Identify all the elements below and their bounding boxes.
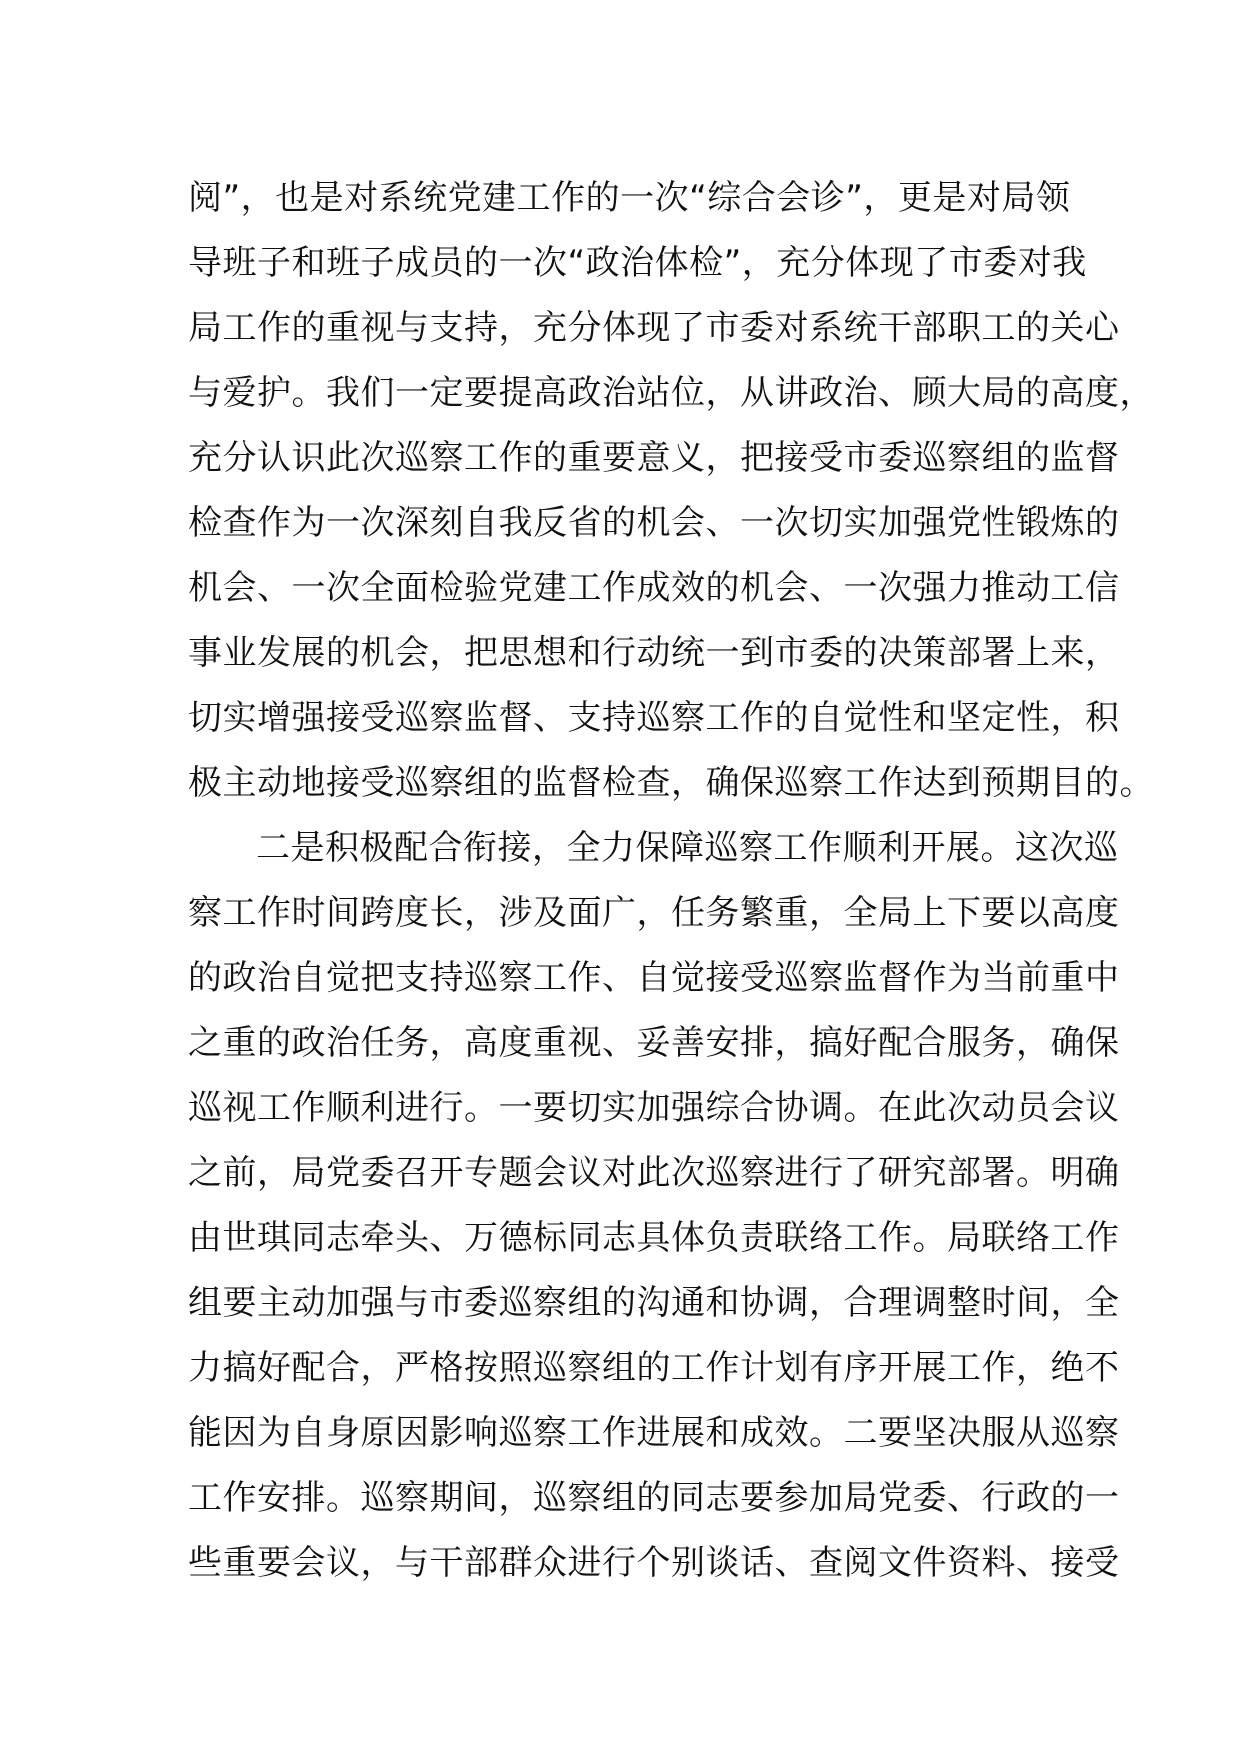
text-line: 阅”，也是对系统党建工作的一次“综合会诊”，更是对局领 (188, 178, 1071, 218)
text-line: 巡视工作顺利进行。一要切实加强综合协调。在此次动员会议 (188, 1088, 1120, 1128)
text-line: 局工作的重视与支持，充分体现了市委对系统干部职工的关心 (188, 308, 1120, 348)
body-text (188, 166, 1154, 1596)
text-line: 之重的政治任务，高度重视、妥善安排，搞好配合服务，确保 (188, 1023, 1120, 1063)
text-line: 组要主动加强与市委巡察组的沟通和协调，合理调整时间，全 (188, 1283, 1120, 1323)
text-line: 些重要会议，与干部群众进行个别谈话、查阅文件资料、接受 (188, 1543, 1120, 1583)
text-line: 的政治自觉把支持巡察工作、自觉接受巡察监督作为当前重中 (188, 958, 1120, 998)
text-line: 极主动地接受巡察组的监督检查，确保巡察工作达到预期目的。 (188, 763, 1154, 803)
text-line: 与爱护。我们一定要提高政治站位，从讲政治、顾大局的高度， (188, 373, 1154, 413)
text-line: 能因为自身原因影响巡察工作进展和成效。二要坚决服从巡察 (188, 1413, 1120, 1453)
text-line: 察工作时间跨度长，涉及面广，任务繁重，全局上下要以高度 (188, 893, 1120, 933)
text-line: 充分认识此次巡察工作的重要意义，把接受市委巡察组的监督 (188, 438, 1120, 478)
text-line: 之前，局党委召开专题会议对此次巡察进行了研究部署。明确 (188, 1153, 1120, 1193)
paragraph-start-line: 二是积极配合衔接，全力保障巡察工作顺利开展。这次巡 (256, 828, 1119, 868)
text-line: 导班子和班子成员的一次“政治体检”，充分体现了市委对我 (188, 243, 1087, 283)
text-line: 机会、一次全面检验党建工作成效的机会、一次强力推动工信 (188, 568, 1120, 608)
text-line: 切实增强接受巡察监督、支持巡察工作的自觉性和坚定性，积 (188, 698, 1120, 738)
text-line: 工作安排。巡察期间，巡察组的同志要参加局党委、行政的一 (188, 1478, 1120, 1518)
text-line: 由世琪同志牵头、万德标同志具体负责联络工作。局联络工作 (188, 1218, 1120, 1258)
text-line: 事业发展的机会，把思想和行动统一到市委的决策部署上来， (188, 633, 1120, 673)
text-line: 检查作为一次深刻自我反省的机会、一次切实加强党性锻炼的 (188, 503, 1120, 543)
text-line: 力搞好配合，严格按照巡察组的工作计划有序开展工作，绝不 (188, 1348, 1120, 1388)
